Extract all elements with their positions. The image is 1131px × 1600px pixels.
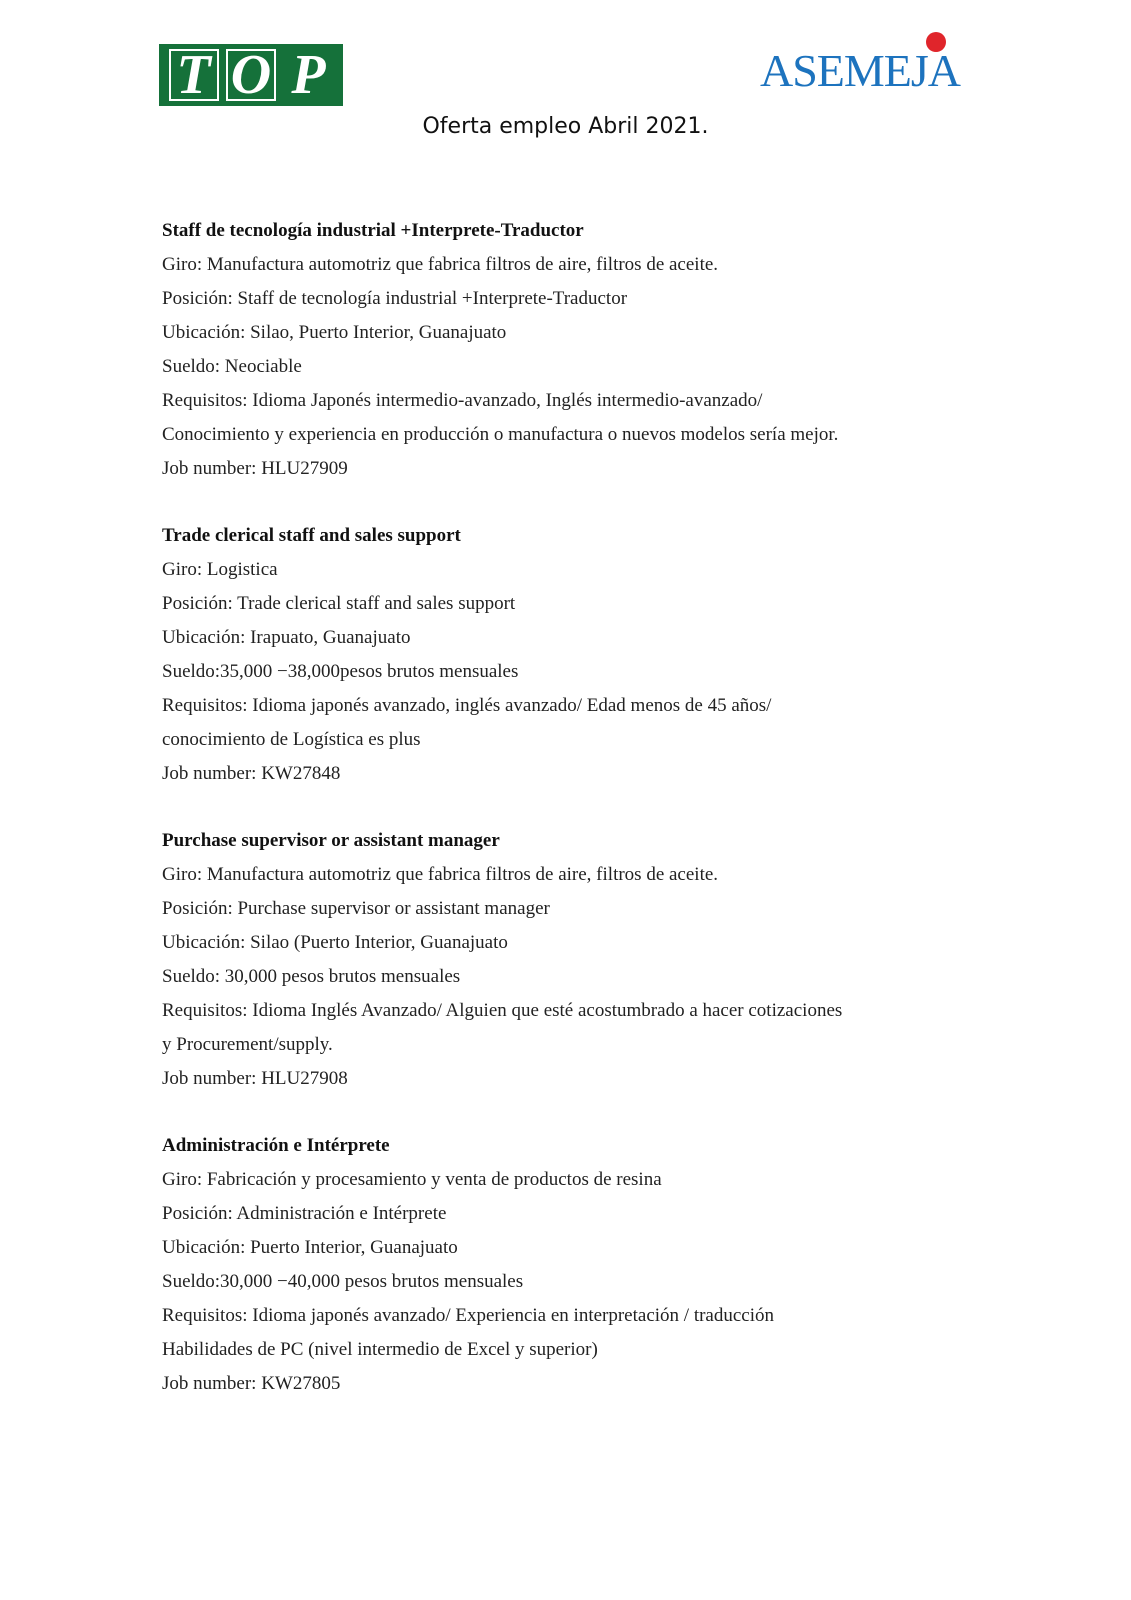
job-industry: Giro: Manufactura automotriz que fabrica filtros de aire, filtros de aceite. <box>162 864 719 885</box>
job-requirements-cont: conocimiento de Logística es plus <box>162 729 421 750</box>
job-industry: Giro: Logistica <box>162 559 278 580</box>
job-listing <box>162 824 992 1096</box>
job-title: Purchase supervisor or assistant manager <box>162 830 500 851</box>
job-requirements: Requisitos: Idioma Japonés intermedio-avanzado, Inglés intermedio-avanzado/ <box>162 390 763 411</box>
job-position: Posición: Administración e Intérprete <box>162 1203 447 1224</box>
job-number: Job number: HLU27909 <box>162 458 348 479</box>
job-title: Administración e Intérprete <box>162 1135 390 1156</box>
job-number: Job number: KW27848 <box>162 763 341 784</box>
job-title: Staff de tecnología industrial +Interprete-Traductor <box>162 220 584 241</box>
job-location: Ubicación: Puerto Interior, Guanajuato <box>162 1237 458 1258</box>
job-industry: Giro: Manufactura automotriz que fabrica filtros de aire, filtros de aceite. <box>162 254 719 275</box>
job-salary: Sueldo: Neociable <box>162 356 302 377</box>
job-requirements-cont: y Procurement/supply. <box>162 1034 333 1055</box>
job-salary: Sueldo:35,000 −38,000pesos brutos mensuales <box>162 661 519 682</box>
job-number: Job number: KW27805 <box>162 1373 341 1394</box>
job-position: Posición: Purchase supervisor or assistant manager <box>162 898 550 919</box>
job-title: Trade clerical staff and sales support <box>162 525 461 546</box>
job-listing <box>162 214 992 486</box>
job-listing <box>162 519 992 791</box>
asemeja-logo <box>760 28 980 112</box>
job-position: Posición: Trade clerical staff and sales support <box>162 593 516 614</box>
job-position: Posición: Staff de tecnología industrial +Interprete-Traductor <box>162 288 628 309</box>
job-location: Ubicación: Silao (Puerto Interior, Guanajuato <box>162 932 508 953</box>
job-requirements: Requisitos: Idioma japonés avanzado, inglés avanzado/ Edad menos de 45 años/ <box>162 695 772 716</box>
job-salary: Sueldo: 30,000 pesos brutos mensuales <box>162 966 461 987</box>
job-location: Ubicación: Silao, Puerto Interior, Guanajuato <box>162 322 507 343</box>
job-requirements: Requisitos: Idioma Inglés Avanzado/ Alguien que esté acostumbrado a hacer cotizaciones <box>162 1000 843 1021</box>
top-logo-letter: T <box>169 49 219 101</box>
job-number: Job number: HLU27908 <box>162 1068 348 1089</box>
job-requirements-cont: Habilidades de PC (nivel intermedio de Excel y superior) <box>162 1339 598 1360</box>
job-requirements-cont: Conocimiento y experiencia en producción o manufactura o nuevos modelos sería mejor. <box>162 424 839 445</box>
job-requirements: Requisitos: Idioma japonés avanzado/ Experiencia en interpretación / traducción <box>162 1305 774 1326</box>
page-title: Oferta empleo Abril 2021. <box>422 114 709 139</box>
top-logo <box>159 44 343 106</box>
job-location: Ubicación: Irapuato, Guanajuato <box>162 627 411 648</box>
top-logo-letter: P <box>291 44 326 106</box>
job-listings <box>162 214 992 1434</box>
top-logo-letter: O <box>226 49 276 101</box>
asemeja-logo-text: ASEMEJA <box>760 45 961 96</box>
job-industry: Giro: Fabricación y procesamiento y venta de productos de resina <box>162 1169 662 1190</box>
job-listing <box>162 1129 992 1401</box>
job-salary: Sueldo:30,000 −40,000 pesos brutos mensuales <box>162 1271 524 1292</box>
